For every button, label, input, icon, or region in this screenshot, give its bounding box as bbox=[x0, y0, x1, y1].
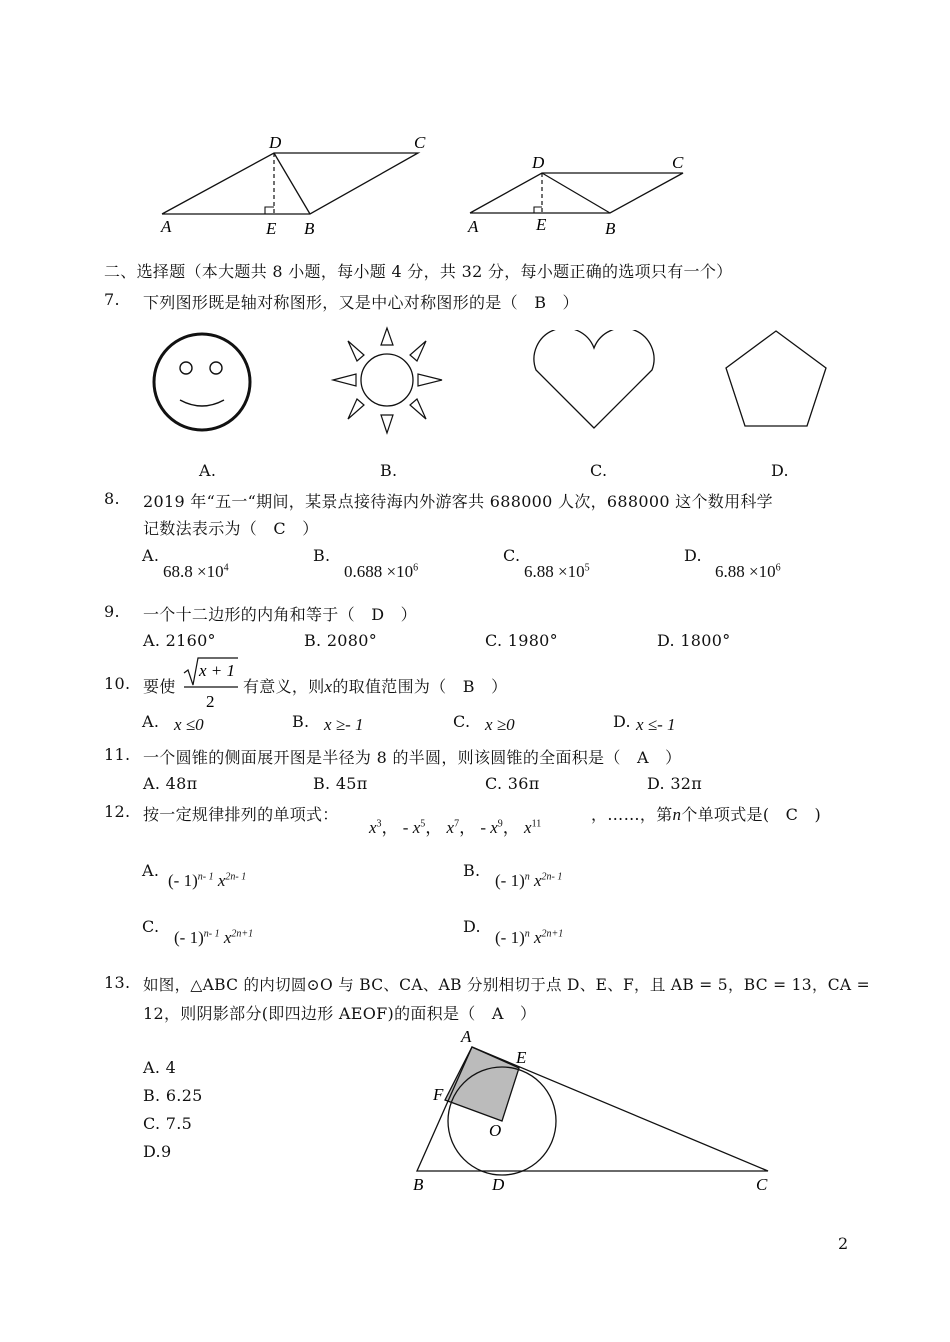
q7-option-c[interactable]: C. bbox=[590, 461, 608, 480]
label-a: A bbox=[161, 217, 172, 236]
q12-option-b-value[interactable]: (- 1)$^n$ $x^{2n- 1}$ bbox=[495, 871, 563, 890]
q9-question: 一个十二边形的内角和等于（ D ） bbox=[143, 605, 417, 624]
q10-fraction bbox=[182, 655, 242, 713]
q10-option-b-value[interactable]: x ≥- 1 bbox=[324, 715, 364, 734]
q8-option-a-label[interactable]: A. bbox=[142, 546, 160, 565]
q9-option-d[interactable]: D. 1800° bbox=[657, 631, 731, 650]
q12-number: 12. bbox=[104, 802, 131, 821]
q8-option-d-label[interactable]: D. bbox=[684, 546, 702, 565]
label-d: D bbox=[492, 1175, 505, 1194]
label-c: C bbox=[756, 1175, 768, 1194]
q8-option-b-value[interactable]: $0.688 \times 10^6$ bbox=[344, 562, 419, 581]
q10-option-d-label[interactable]: D. bbox=[613, 712, 631, 731]
section-header: 二、选择题（本大题共 8 小题，每小题 4 分，共 32 分，每小题正确的选项只有一个） bbox=[104, 262, 733, 281]
q12-option-a-label[interactable]: A. bbox=[142, 861, 160, 880]
q12-option-c-label[interactable]: C. bbox=[142, 917, 160, 936]
q11-question: 一个圆锥的侧面展开图是半径为 8 的半圆，则该圆锥的全面积是（ A ） bbox=[143, 748, 682, 767]
q8-question-line1: 2019 年“五一“期间，某景点接待海内外游客共 688000 人次，688000 这个数用科学 bbox=[143, 492, 773, 511]
q11-option-a[interactable]: A. 48π bbox=[143, 774, 198, 793]
q8-option-d-value[interactable]: $6.88 \times 10^6$ bbox=[715, 562, 781, 581]
q7-question: 下列图形既是轴对称图形，又是中心对称图形的是（ B ） bbox=[143, 293, 579, 312]
q13-option-b[interactable]: B. 6.25 bbox=[143, 1086, 203, 1105]
page-number: 2 bbox=[838, 1234, 849, 1253]
q8-option-c-value[interactable]: $6.88 \times 10^5$ bbox=[524, 562, 590, 581]
q13-option-d[interactable]: D.9 bbox=[143, 1142, 172, 1161]
label-f: F bbox=[433, 1085, 444, 1104]
q11-number: 11. bbox=[104, 745, 131, 764]
heart-icon bbox=[528, 330, 660, 434]
label-o: O bbox=[489, 1121, 502, 1140]
label-c: C bbox=[672, 153, 684, 172]
q11-option-d[interactable]: D. 32π bbox=[647, 774, 703, 793]
q10-radicand: x + 1 bbox=[199, 661, 236, 680]
q8-question-line2: 记数法表示为（ C ） bbox=[143, 519, 319, 538]
q11-option-b[interactable]: B. 45π bbox=[313, 774, 368, 793]
q10-option-a-label[interactable]: A. bbox=[142, 712, 160, 731]
q7-option-a[interactable]: A. bbox=[199, 461, 217, 480]
q9-option-c[interactable]: C. 1980° bbox=[485, 631, 558, 650]
q13-question-line2: 12，则阴影部分(即四边形 AEOF)的面积是（ A ） bbox=[143, 1004, 537, 1023]
label-b: B bbox=[605, 219, 616, 238]
q12-option-d-value[interactable]: (- 1)$^n$ $x^{2n+1}$ bbox=[495, 928, 564, 947]
q12-suffix: ，……，第n个单项式是( C ) bbox=[591, 805, 822, 824]
q10-denominator: 2 bbox=[206, 692, 215, 711]
label-b: B bbox=[413, 1175, 424, 1194]
q7-option-b[interactable]: B. bbox=[380, 461, 398, 480]
q12-option-c-value[interactable]: (- 1)$^{n- 1}$ $x^{2n+1}$ bbox=[174, 928, 254, 947]
q10-option-c-value[interactable]: x ≥0 bbox=[485, 715, 515, 734]
q10-suffix: 有意义，则x的取值范围为（ B ） bbox=[243, 677, 508, 696]
label-d: D bbox=[269, 133, 282, 152]
q10-option-b-label[interactable]: B. bbox=[292, 712, 310, 731]
sun-icon bbox=[330, 325, 446, 437]
smiley-face-icon bbox=[150, 330, 254, 434]
q10-option-a-value[interactable]: x ≤0 bbox=[174, 715, 204, 734]
q13-number: 13. bbox=[104, 973, 131, 992]
q10-option-d-value[interactable]: x ≤- 1 bbox=[636, 715, 676, 734]
q12-option-d-label[interactable]: D. bbox=[463, 917, 481, 936]
q10-option-c-label[interactable]: C. bbox=[453, 712, 471, 731]
pentagon-icon bbox=[720, 325, 832, 431]
q13-option-a[interactable]: A. 4 bbox=[143, 1058, 177, 1077]
label-e: E bbox=[536, 215, 547, 234]
label-b: B bbox=[304, 219, 315, 238]
label-a: A bbox=[468, 217, 479, 236]
q9-number: 9. bbox=[104, 602, 120, 621]
q12-option-a-value[interactable]: (- 1)$^{n- 1}$ $x^{2n- 1}$ bbox=[168, 871, 247, 890]
q10-number: 10. bbox=[104, 674, 131, 693]
q12-option-b-label[interactable]: B. bbox=[463, 861, 481, 880]
q8-number: 8. bbox=[104, 489, 120, 508]
q8-option-b-label[interactable]: B. bbox=[313, 546, 331, 565]
q8-option-a-value[interactable]: $68.8 \times 10^4$ bbox=[163, 562, 229, 581]
q12-prefix: 按一定规律排列的单项式： bbox=[143, 805, 339, 824]
q9-option-b[interactable]: B. 2080° bbox=[304, 631, 378, 650]
q12-terms: $x^3$， - $x^5$， $x^7$， - $x^9$， $x^{11}$ bbox=[369, 818, 542, 837]
incircle-triangle-figure bbox=[405, 1020, 790, 1200]
q7-number: 7. bbox=[104, 290, 120, 309]
label-a: A bbox=[461, 1027, 472, 1046]
q8-option-c-label[interactable]: C. bbox=[503, 546, 521, 565]
q10-prefix: 要使 bbox=[143, 677, 176, 696]
q9-option-a[interactable]: A. 2160° bbox=[143, 631, 216, 650]
label-e: E bbox=[266, 219, 277, 238]
q11-option-c[interactable]: C. 36π bbox=[485, 774, 540, 793]
label-c: C bbox=[414, 133, 426, 152]
q13-question-line1: 如图，△ABC 的内切圆⊙O 与 BC、CA、AB 分别相切于点 D、E、F，且 AB = 5，BC = 13，CA = bbox=[143, 976, 870, 994]
q7-option-d[interactable]: D. bbox=[771, 461, 789, 480]
label-d: D bbox=[532, 153, 545, 172]
label-e: E bbox=[516, 1048, 527, 1067]
parallelogram-figure-right bbox=[460, 150, 700, 242]
parallelogram-figure-left bbox=[150, 128, 440, 240]
q13-option-c[interactable]: C. 7.5 bbox=[143, 1114, 193, 1133]
